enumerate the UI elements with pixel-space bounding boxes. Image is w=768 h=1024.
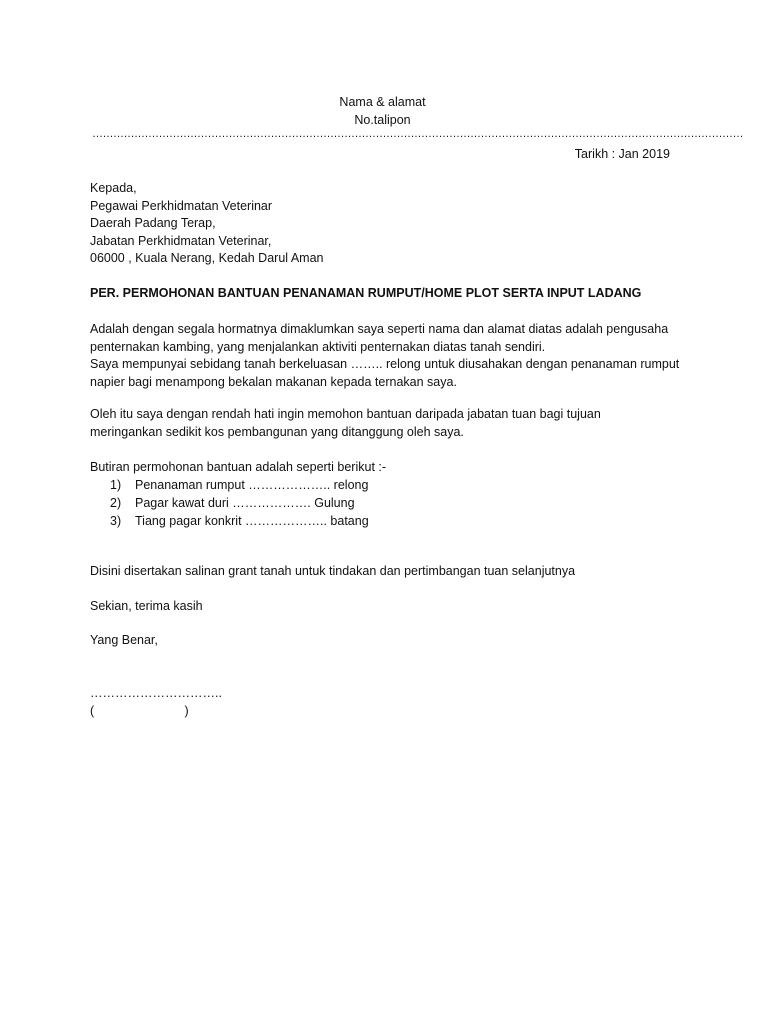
paragraph-details-intro <box>90 459 690 477</box>
paragraph-line: Oleh itu saya dengan rendah hati ingin memohon bantuan daripada jabatan tuan bagi tujuan <box>90 407 601 421</box>
list-item-number: 2) <box>110 496 122 510</box>
list-item <box>110 512 369 530</box>
list-item-text: Penanaman rumput ……………….. relong <box>135 478 369 492</box>
recipient-line-3: Jabatan Perkhidmatan Veterinar, <box>90 233 272 248</box>
list-item-text: Tiang pagar konkrit ……………….. batang <box>135 514 369 528</box>
paragraph-line: Yang Benar, <box>90 633 158 647</box>
paragraph-line: meringankan sedikit kos pembangunan yang ditanggung oleh saya. <box>90 424 464 439</box>
signature-block <box>90 684 222 720</box>
letter-subject: PER. PERMOHONAN BANTUAN PENANAMAN RUMPUT/HOME PLOT SERTA INPUT LADANG <box>90 286 642 300</box>
recipient-block <box>90 180 690 268</box>
paragraph-line: Saya mempunyai sebidang tanah berkeluasan …….. relong untuk diusahakan dengan penanaman rumput <box>90 357 680 371</box>
recipient-line-4: 06000 , Kuala Nerang, Kedah Darul Aman <box>90 251 324 265</box>
list-item <box>110 494 369 512</box>
sender-phone: No.talipon <box>354 113 411 127</box>
paragraph-line: penternakan kambing, yang menjalankan aktiviti penternakan diatas tanah sendiri. <box>90 339 546 354</box>
signature-dots: ………………………….. <box>90 686 222 700</box>
recipient-line-1: Pegawai Perkhidmatan Veterinar <box>90 198 273 213</box>
dotted-divider: …………………………………………………………………………………………………………………………………………………………………… <box>92 128 743 140</box>
list-item-text: Pagar kawat duri ………………. Gulung <box>135 496 355 510</box>
recipient-salutation: Kepada, <box>90 181 137 195</box>
paragraph-line: Adalah dengan segala hormatnya dimaklumkan saya seperti nama dan alamat diatas adalah pengusaha <box>90 322 669 336</box>
list-item-number: 3) <box>110 514 122 528</box>
closing-line <box>90 598 690 616</box>
list-item <box>110 476 369 494</box>
paragraph-line: Disini disertakan salinan grant tanah untuk tindakan dan pertimbangan tuan selanjutnya <box>90 564 576 578</box>
paragraph-attachment <box>90 563 690 581</box>
sender-name-address: Nama & alamat <box>339 95 426 109</box>
paragraph-request <box>90 406 690 441</box>
paragraph-line: Butiran permohonan bantuan adalah seperti berikut :- <box>90 460 387 474</box>
request-items-list <box>110 476 369 530</box>
letter-date: Tarikh : Jan 2019 <box>574 147 670 161</box>
signoff-line <box>90 632 690 650</box>
paragraph-line: Sekian, terima kasih <box>90 599 203 613</box>
paragraph-intro <box>90 321 690 391</box>
list-item-number: 1) <box>110 478 122 492</box>
letter-header <box>90 93 675 129</box>
recipient-line-2: Daerah Padang Terap, <box>90 216 216 230</box>
paragraph-line: napier bagi menampong bekalan makanan kepada ternakan saya. <box>90 374 457 389</box>
signature-name: ( ) <box>90 704 189 718</box>
